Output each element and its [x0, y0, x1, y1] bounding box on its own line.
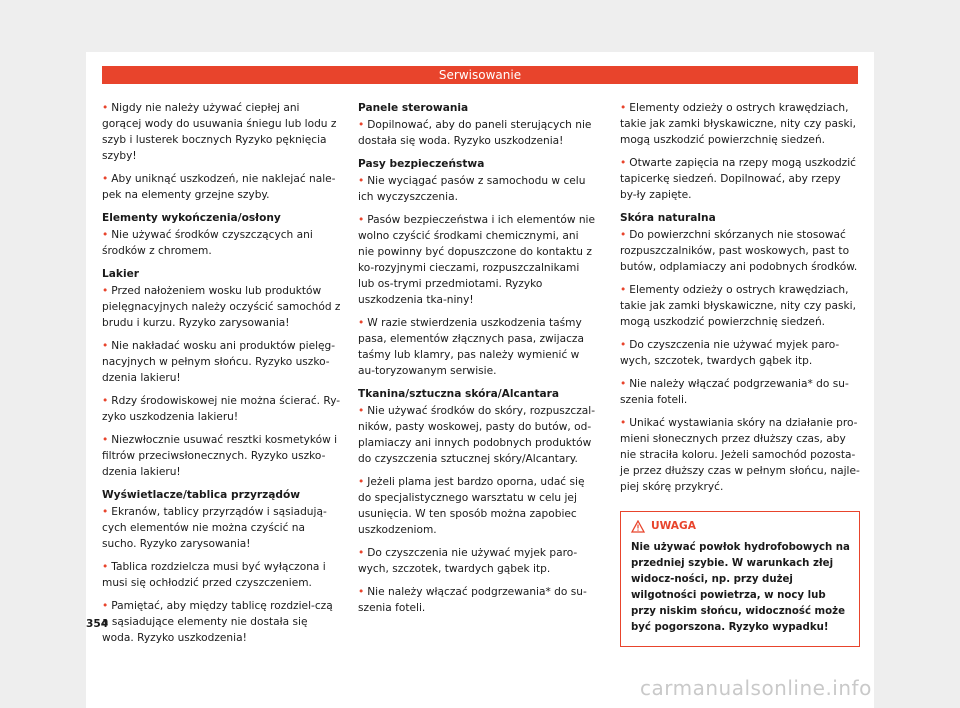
- column-1: [102, 100, 342, 653]
- bullet-dot-icon: •: [358, 586, 365, 598]
- bullet-item: [102, 432, 342, 480]
- bullet-dot-icon: •: [102, 600, 109, 612]
- bullet-dot-icon: •: [620, 378, 627, 390]
- bullet-item: [102, 338, 342, 386]
- bullet-text: Niezwłocznie usuwać resztki kosmetyków i filtrów przeciwsłonecznych. Ryzyko uszko-dzenia lakieru!: [102, 434, 338, 478]
- bullet-text: Otwarte zapięcia na rzepy mogą uszkodzić tapicerkę siedzeń. Dopilnować, aby rzepy by-ły zapięte.: [620, 157, 856, 201]
- bullet-dot-icon: •: [620, 102, 627, 114]
- bullet-dot-icon: •: [620, 229, 627, 241]
- bullet-item: [620, 415, 860, 495]
- bullet-item: [102, 598, 342, 646]
- bullet-text: Elementy odzieży o ostrych krawędziach, takie jak zamki błyskawiczne, nity czy paski, mogą uszkodzić powierzchnię siedzeń.: [620, 284, 856, 328]
- page-number: 354: [86, 618, 109, 630]
- bullet-text: Do powierzchni skórzanych nie stosować rozpuszczalników, past woskowych, past to butów, odplamiaczy ani podobnych środków.: [620, 229, 858, 273]
- bullet-text: Do czyszczenia nie używać myjek paro-wych, szczotek, twardych gąbek itp.: [358, 547, 578, 575]
- bullet-item: [102, 100, 342, 164]
- warning-text: Nie używać powłok hydrofobowych na przedniej szybie. W warunkach złej widocz-ności, np. przy dużej wilgotności powietrza, w nocy lub przy niskim słońcu, widoczność może być pogorszona. Ryzyko wypadku!: [631, 542, 850, 633]
- bullet-item: [358, 212, 598, 308]
- bullet-dot-icon: •: [620, 284, 627, 296]
- bullet-item: [102, 171, 342, 203]
- bullet-dot-icon: •: [620, 417, 627, 429]
- bullet-item: [358, 403, 598, 467]
- section-heading: Elementy wykończenia/osłony: [102, 212, 281, 224]
- bullet-item: [102, 283, 342, 331]
- bullet-item: [620, 155, 860, 203]
- bullet-item: [358, 545, 598, 577]
- bullet-item: [102, 559, 342, 591]
- bullet-text: Nie należy włączać podgrzewania* do su-szenia foteli.: [358, 586, 587, 614]
- bullet-item: [358, 117, 598, 149]
- warning-triangle-icon: [631, 520, 645, 533]
- bullet-dot-icon: •: [358, 317, 365, 329]
- bullet-item: [358, 584, 598, 616]
- bullet-item: [358, 474, 598, 538]
- bullet-text: Nie używać środków czyszczących ani środków z chromem.: [102, 229, 313, 257]
- bullet-text: Nie wyciągać pasów z samochodu w celu ich wyczyszczenia.: [358, 175, 586, 203]
- bullet-dot-icon: •: [102, 229, 109, 241]
- bullet-item: [358, 315, 598, 379]
- bullet-item: [102, 504, 342, 552]
- bullet-dot-icon: •: [358, 119, 365, 131]
- bullet-text: Nie nakładać wosku ani produktów pielęg-nacyjnych w pełnym słońcu. Ryzyko uszko-dzenia lakieru!: [102, 340, 336, 384]
- bullet-item: [620, 337, 860, 369]
- bullet-text: Pamiętać, aby między tablicę rozdziel-czą a sąsiadujące elementy nie dostała się woda. Ryzyko uszkodzenia!: [102, 600, 333, 644]
- bullet-text: Do czyszczenia nie używać myjek paro-wych, szczotek, twardych gąbek itp.: [620, 339, 840, 367]
- bullet-text: Nie należy włączać podgrzewania* do su-szenia foteli.: [620, 378, 849, 406]
- bullet-text: Pasów bezpieczeństwa i ich elementów nie wolno czyścić środkami chemicznymi, ani nie powinny być dopuszczone do kontaktu z ko-rozyjnymi cieczami, rozpuszczalnikami lub os-trymi przedmiotami. Ryzyko uszkodzenia tka-niny!: [358, 214, 596, 306]
- warning-title: UWAGA: [651, 520, 696, 532]
- bullet-text: Dopilnować, aby do paneli sterujących nie dostała się woda. Ryzyko uszkodzenia!: [358, 119, 592, 147]
- bullet-dot-icon: •: [102, 561, 109, 573]
- bullet-text: Nigdy nie należy używać ciepłej ani gorącej wody do usuwania śniegu lub lodu z szyb i lusterek bocznych Ryzyko pęknięcia szyby!: [102, 102, 337, 162]
- bullet-item: [102, 393, 342, 425]
- bullet-dot-icon: •: [358, 476, 365, 488]
- bullet-dot-icon: •: [358, 405, 365, 417]
- section-heading: Pasy bezpieczeństwa: [358, 158, 485, 170]
- bullet-dot-icon: •: [102, 173, 109, 185]
- bullet-dot-icon: •: [620, 157, 627, 169]
- bullet-item: [620, 376, 860, 408]
- bullet-dot-icon: •: [102, 434, 109, 446]
- bullet-text: Tablica rozdzielcza musi być wyłączona i musi się ochłodzić przed czyszczeniem.: [102, 561, 326, 589]
- watermark: carmanualsonline.info: [640, 676, 872, 700]
- bullet-dot-icon: •: [102, 285, 109, 297]
- bullet-dot-icon: •: [358, 547, 365, 559]
- bullet-dot-icon: •: [358, 175, 365, 187]
- bullet-item: [620, 282, 860, 330]
- bullet-dot-icon: •: [102, 102, 109, 114]
- bullet-dot-icon: •: [358, 214, 365, 226]
- bullet-dot-icon: •: [102, 395, 109, 407]
- bullet-text: Ekranów, tablicy przyrządów i sąsiadują-cych elementów nie można czyścić na sucho. Ryzyko zarysowania!: [102, 506, 327, 550]
- bullet-dot-icon: •: [102, 506, 109, 518]
- bullet-item: [620, 227, 860, 275]
- bullet-item: [620, 100, 860, 148]
- bullet-text: Rdzy środowiskowej nie można ścierać. Ry-zyko uszkodzenia lakieru!: [102, 395, 341, 423]
- bullet-text: Elementy odzieży o ostrych krawędziach, takie jak zamki błyskawiczne, nity czy paski, mogą uszkodzić powierzchnię siedzeń.: [620, 102, 856, 146]
- section-heading: Wyświetlacze/tablica przyrządów: [102, 489, 301, 501]
- bullet-dot-icon: •: [102, 340, 109, 352]
- section-heading: Lakier: [102, 268, 139, 280]
- bullet-text: Nie używać środków do skóry, rozpuszczal-ników, pasty woskowej, pasty do butów, od-plamiaczy ani innych podobnych produktów do czyszczenia sztucznej skóry/Alcantary.: [358, 405, 596, 465]
- bullet-text: W razie stwierdzenia uszkodzenia taśmy pasa, elementów złącznych pasa, zwijacza taśmy lub klamry, pas należy wymienić w au-toryzowanym serwisie.: [358, 317, 584, 377]
- bullet-text: Przed nałożeniem wosku lub produktów pielęgnacyjnych należy oczyścić samochód z brudu i kurzu. Ryzyko zarysowania!: [102, 285, 341, 329]
- section-header: Serwisowanie: [102, 66, 858, 84]
- column-3: [620, 100, 860, 647]
- section-heading: Tkanina/sztuczna skóra/Alcantara: [358, 388, 560, 400]
- bullet-dot-icon: •: [620, 339, 627, 351]
- bullet-item: [358, 173, 598, 205]
- warning-header: [621, 512, 859, 538]
- bullet-text: Aby uniknąć uszkodzeń, nie naklejać nale-pek na elementy grzejne szyby.: [102, 173, 336, 201]
- bullet-item: [102, 227, 342, 259]
- bullet-text: Jeżeli plama jest bardzo oporna, udać się do specjalistycznego warsztatu w celu jej usunięcia. W ten sposób można zapobiec uszkodzeniom.: [358, 476, 585, 536]
- section-heading: Skóra naturalna: [620, 212, 716, 224]
- bullet-text: Unikać wystawiania skóry na działanie pro-mieni słonecznych przez dłuższy czas, aby nie straciła koloru. Jeżeli samochód pozosta-je przez dłuższy czas w pełnym słońcu, najle-piej skórę przykryć.: [620, 417, 860, 493]
- warning-box: [620, 511, 860, 647]
- column-2: [358, 100, 598, 623]
- section-heading: Panele sterowania: [358, 102, 469, 114]
